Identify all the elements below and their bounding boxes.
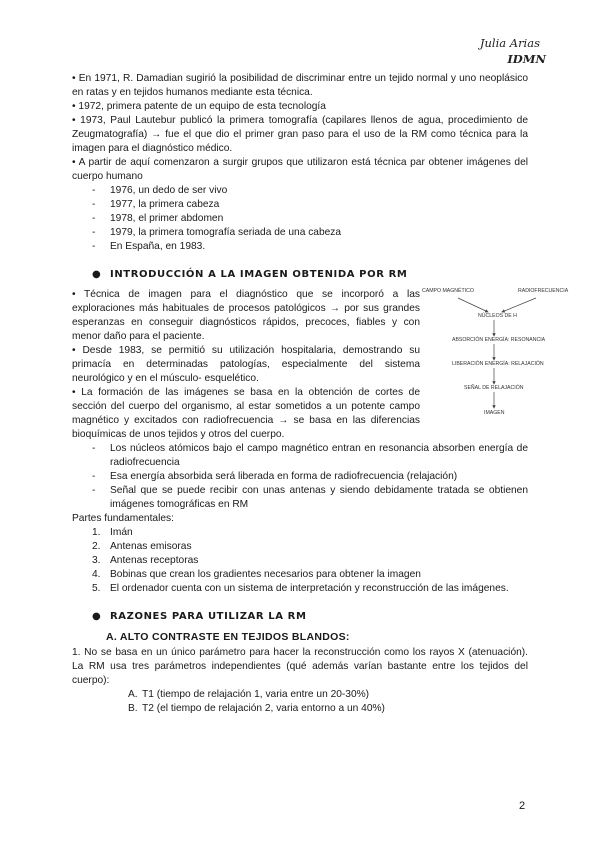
mri-process-diagram: [418, 286, 578, 426]
parts-list: [72, 526, 528, 596]
list-item: 1. Imán: [92, 527, 133, 538]
list-item: - 1977, la primera cabeza: [92, 198, 528, 212]
page-number: 2: [519, 800, 526, 812]
history-bullet: • 1973, Paul Lautebur publicó la primera tomografía (capilares llenos de agua, procedimiento de Zeugmatografía) → fue el que dio el primer gran paso para el uso de la RM como técnica para la imagen para el diagnóstico médico.: [72, 115, 528, 154]
list-item: 2. Antenas emisoras: [92, 541, 192, 552]
intro-text-block: [72, 288, 420, 386]
diagram-label-campo: CAMPO MAGNÉTICO: [422, 288, 474, 294]
subsection-title: A. ALTO CONTRASTE EN TEJIDOS BLANDOS:: [106, 631, 350, 643]
list-item: - En España, en 1983.: [92, 240, 528, 254]
list-item: B. T2 (el tiempo de relajación 2, varia entorno a un 40%): [128, 703, 385, 714]
history-bullet: • 1972, primera patente de un equipo de esta tecnología: [72, 101, 326, 112]
intro-list: [72, 442, 528, 512]
list-item: 5. El ordenador cuenta con un sistema de interpretación y reconstrucción de las imágenes.: [92, 583, 509, 594]
list-item: - 1979, la primera tomografía seriada de una cabeza: [92, 226, 528, 240]
section-title: RAZONES PARA UTILIZAR LA RM: [110, 611, 307, 622]
parts-label: Partes fundamentales:: [72, 513, 174, 524]
section-title: INTRODUCCIÓN A LA IMAGEN OBTENIDA POR RM: [110, 269, 408, 280]
diagram-label-nucleos: NÚCLEOS DE H: [478, 313, 517, 319]
history-bullet: • A partir de aquí comenzaron a surgir grupos que utilizaron está técnica par obtener imágenes del cuerpo humano: [72, 157, 528, 182]
intro-paragraph: • Desde 1983, se permitió su utilización hospitalaria, demostrando su primacía en determinadas patologías, especialmente del sistema neurológico y en el músculo- esquelético.: [72, 345, 420, 384]
list-item: 4. Bobinas que crean los gradientes necesarios para obtener la imagen: [92, 569, 421, 580]
list-item: 3. Antenas receptoras: [92, 555, 199, 566]
section-bullet-icon: ●: [92, 269, 102, 280]
list-item: - Los núcleos atómicos bajo el campo magnético entran en resonancia absorben energía de radiofrecuencia: [92, 442, 528, 470]
list-item: - Esa energía absorbida será liberada en forma de radiofrecuencia (relajación): [92, 470, 528, 484]
intro-paragraph: • Técnica de imagen para el diagnóstico que se incorporó a las exploraciones más habituales de procesos patológicos → por sus grandes esperanzas en conseguir diagnósticos rápidos, precoces, fiables y con menor daño para el paciente.: [72, 289, 420, 342]
author-header: Julia Arias: [479, 36, 540, 50]
section-heading-reasons: [92, 610, 528, 624]
history-bullet: • En 1971, R. Damadian sugirió la posibilidad de discriminar entre un tejido normal y uno neoplásico en ratas y en tejidos humanos mediante esta técnica.: [72, 73, 528, 98]
diagram-label-senal: SEÑAL DE RELAJACIÓN: [464, 385, 524, 391]
list-item: - 1978, el primer abdomen: [92, 212, 528, 226]
parameters-list: [72, 688, 528, 716]
diagram-label-radio: RADIOFRECUENCIA: [518, 288, 569, 294]
subject-header: IDMN: [507, 52, 546, 66]
history-list: [72, 184, 528, 254]
list-item: - Señal que se puede recibir con unas antenas y siendo debidamente tratada se obtienen imágenes tomográficas en RM: [92, 484, 528, 512]
diagram-arrows: [418, 286, 578, 426]
list-item: - 1976, un dedo de ser vivo: [92, 184, 528, 198]
section-heading-intro: [92, 268, 528, 282]
diagram-label-imagen: IMAGEN: [484, 410, 505, 416]
diagram-label-absorcion: ABSORCIÓN ENERGÍA: RESONANCIA: [452, 337, 546, 343]
section-bullet-icon: ●: [92, 611, 102, 622]
intro-paragraph: • La formación de las imágenes se basa en la obtención de cortes de sección del cuerpo del organismo, al estar sometidos a un potente campo magnético y excitados con radiofrecuencia → se basa en las diferencias bioquímicas de unos tejidos y otros del cuerpo.: [72, 387, 420, 440]
diagram-label-liberacion: LIBERACIÓN ENERGÍA: RELAJACIÓN: [452, 361, 544, 367]
reasons-paragraph: 1. No se basa en un único parámetro para hacer la reconstrucción como los rayos X (atenuación). La RM usa tres parámetros independientes (qué además varían bastante entre los tejidos del cuerpo):: [72, 647, 528, 686]
list-item: A. T1 (tiempo de relajación 1, varia entre un 20-30%): [128, 689, 370, 700]
